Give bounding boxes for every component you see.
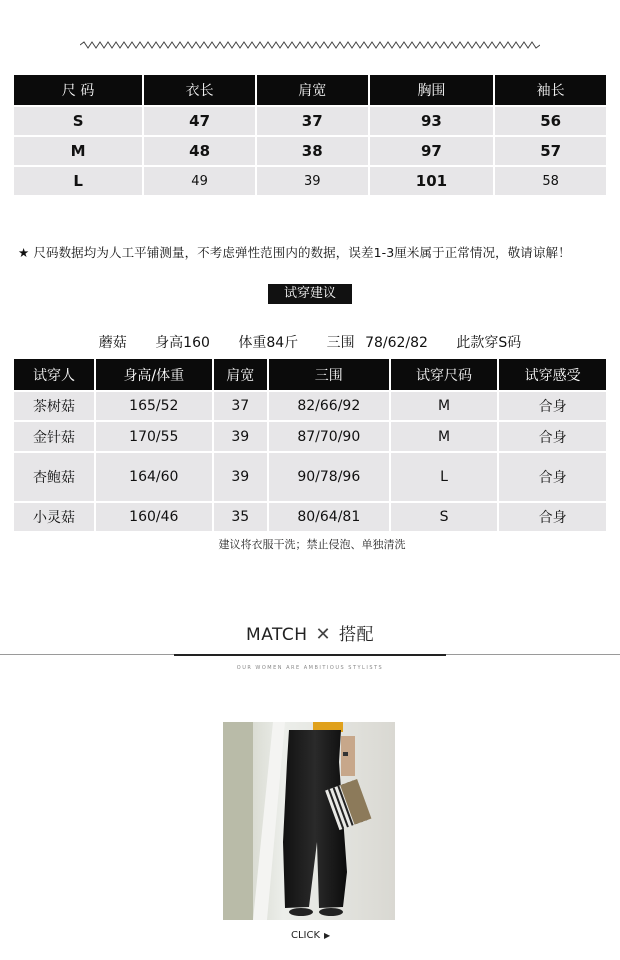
measurements-cell: 82/66/92: [269, 392, 389, 420]
model-name: 蘑菇: [98, 335, 127, 351]
feeling-cell: 合身: [499, 503, 606, 531]
measurements-cell: 90/78/96: [269, 453, 389, 501]
test-size-cell: L: [391, 453, 498, 501]
measurements-cell: 87/70/90: [269, 422, 389, 451]
height-weight-cell: 170/55: [96, 422, 212, 451]
sleeve-cell: 58: [495, 167, 606, 195]
play-arrow-icon: ▶: [324, 931, 331, 940]
tester-cell: 杏鲍菇: [14, 453, 94, 501]
tester-cell: 小灵菇: [14, 503, 94, 531]
header-feeling: 试穿感受: [499, 359, 606, 390]
product-photo-illustration: [223, 722, 395, 920]
header-shoulder: 肩宽: [214, 359, 267, 390]
match-title-cn: 搭配: [338, 625, 374, 645]
header-size: 尺 码: [14, 75, 142, 105]
model-weight: 体重84斤: [238, 335, 299, 351]
header-length: 衣长: [144, 75, 255, 105]
table-row: [14, 392, 606, 420]
height-weight-cell: 164/60: [96, 453, 212, 501]
height-weight-cell: 160/46: [96, 503, 212, 531]
height-weight-cell: 165/52: [96, 392, 212, 420]
length-cell: 47: [144, 107, 255, 135]
shoulder-cell: 39: [257, 167, 368, 195]
feeling-cell: 合身: [499, 453, 606, 501]
click-label: CLICK: [291, 930, 321, 941]
header-shoulder: 肩宽: [257, 75, 368, 105]
fit-test-table: [12, 357, 608, 533]
model-info-line: [0, 332, 620, 352]
bust-cell: 97: [370, 137, 494, 165]
bust-cell: 101: [370, 167, 494, 195]
shoulder-cell: 39: [214, 453, 267, 501]
match-title-en: MATCH: [246, 625, 308, 645]
shoulder-cell: 37: [257, 107, 368, 135]
zigzag-divider: [80, 40, 540, 50]
header-test-size: 试穿尺码: [391, 359, 498, 390]
size-chart-header-row: [14, 75, 606, 105]
header-tester: 试穿人: [14, 359, 94, 390]
test-size-cell: M: [391, 422, 498, 451]
section-divider-thick: [174, 654, 446, 656]
model-measurements: 三围 78/62/82: [326, 335, 428, 351]
table-row: [14, 137, 606, 165]
measurement-note: ★ 尺码数据均为人工平铺测量，不考虑弹性范围内的数据，误差1-3厘米属于正常情况，敬请谅解！: [18, 245, 571, 260]
header-sleeve: 袖长: [495, 75, 606, 105]
sleeve-cell: 56: [495, 107, 606, 135]
size-cell: M: [14, 137, 142, 165]
table-row: [14, 503, 606, 531]
test-size-cell: M: [391, 392, 498, 420]
matching-product-photo[interactable]: [223, 722, 395, 920]
sleeve-cell: 57: [495, 137, 606, 165]
tester-cell: 茶树菇: [14, 392, 94, 420]
section-tagline: OUR WOMEN ARE AMBITIOUS STYLISTS: [236, 665, 384, 671]
click-link[interactable]: [291, 930, 330, 941]
cross-icon: ✕: [315, 624, 332, 645]
feeling-cell: 合身: [499, 422, 606, 451]
fit-table-header-row: [14, 359, 606, 390]
header-bust: 胸围: [370, 75, 494, 105]
feeling-cell: 合身: [499, 392, 606, 420]
bust-cell: 93: [370, 107, 494, 135]
table-row: [14, 107, 606, 135]
model-size: 此款穿S码: [456, 335, 522, 351]
length-cell: 49: [144, 167, 255, 195]
fit-advice-title: 试穿建议: [268, 284, 352, 304]
care-instructions: 建议将衣服干洗；禁止侵泡、单独清洗: [218, 538, 406, 551]
shoulder-cell: 37: [214, 392, 267, 420]
size-chart-table: [12, 73, 608, 197]
shoulder-cell: 38: [257, 137, 368, 165]
length-cell: 48: [144, 137, 255, 165]
table-row: [14, 422, 606, 451]
tester-cell: 金针菇: [14, 422, 94, 451]
header-height-weight: 身高/体重: [96, 359, 212, 390]
measurements-cell: 80/64/81: [269, 503, 389, 531]
shoulder-cell: 35: [214, 503, 267, 531]
shoulder-cell: 39: [214, 422, 267, 451]
test-size-cell: S: [391, 503, 498, 531]
model-height: 身高160: [155, 335, 210, 351]
match-section-title: [0, 620, 620, 645]
table-row: [14, 167, 606, 195]
header-measurements: 三围: [269, 359, 389, 390]
size-cell: S: [14, 107, 142, 135]
size-cell: L: [14, 167, 142, 195]
table-row: [14, 453, 606, 501]
